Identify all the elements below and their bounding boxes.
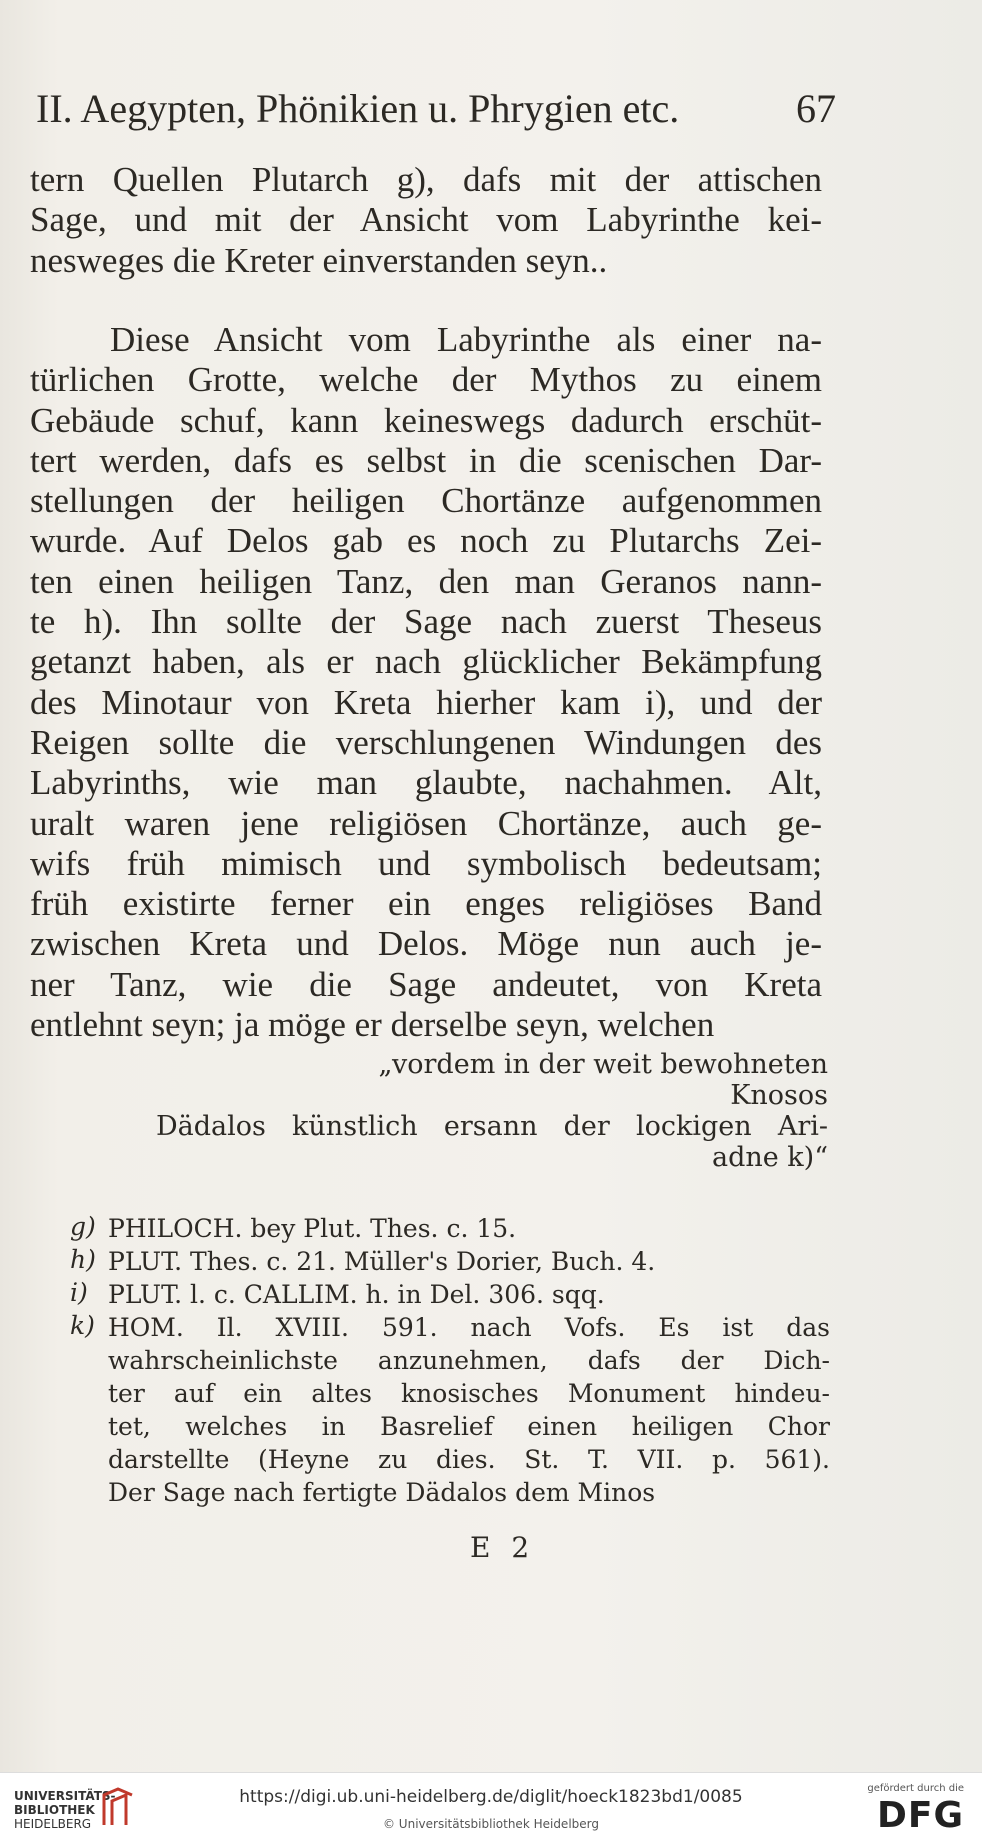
footnote xyxy=(70,1311,830,1509)
footnote xyxy=(70,1245,830,1278)
verse-quotation xyxy=(140,1049,828,1173)
permalink-url[interactable]: https://digi.ub.uni-heidelberg.de/diglit/hoeck1823bd1/0085 xyxy=(239,1787,743,1807)
dfg-logo: DFG xyxy=(876,1795,964,1836)
footnote xyxy=(70,1212,830,1245)
footnote-line: tet, welches in Basrelief einen heiligen Chor xyxy=(108,1412,830,1441)
footnote-marker: g) xyxy=(70,1212,96,1241)
text-line: getanzt haben, als er nach glücklicher Bekämpfung xyxy=(30,642,822,682)
text-line: wurde. Auf Delos gab es noch zu Plutarchs Zei- xyxy=(30,521,822,561)
verse-line: „vordem in der weit bewohneten xyxy=(378,1049,828,1080)
text-line: stellungen der heiligen Chortänze aufgenommen xyxy=(30,481,822,521)
footnote-line: ter auf ein altes knosisches Monument hindeu- xyxy=(108,1379,830,1408)
footnote-line: PLUT. l. c. CALLIM. h. in Del. 306. sqq. xyxy=(108,1280,605,1309)
text-line: wifs früh mimisch und symbolisch bedeutsam; xyxy=(30,843,822,883)
footnotes xyxy=(70,1212,830,1509)
text-line: Labyrinths, wie man glaubte, nachahmen. Alt, xyxy=(30,763,822,803)
footnote-marker: k) xyxy=(70,1311,95,1340)
text-line: ten einen heiligen Tanz, den man Geranos nann- xyxy=(30,561,822,601)
paragraph-continuation xyxy=(30,160,822,281)
text-line: zwischen Kreta und Delos. Möge nun auch je- xyxy=(30,924,822,964)
text-line: türlichen Grotte, welche der Mythos zu einem xyxy=(30,360,822,400)
copyright-notice: © Universitätsbibliothek Heidelberg xyxy=(382,1817,599,1831)
running-header xyxy=(36,84,836,134)
text-line: Diese Ansicht vom Labyrinthe als einer na- xyxy=(110,320,822,359)
verse-line: adne k)“ xyxy=(711,1142,828,1173)
signature-mark: E 2 xyxy=(470,1531,536,1564)
institution-name: UNIVERSITÄTS- BIBLIOTHEK HEIDELBERG xyxy=(14,1789,116,1831)
text-line: Sage, und mit der Ansicht vom Labyrinthe kei- xyxy=(30,200,822,240)
text-line: tert werden, dafs es selbst in die scenischen Dar- xyxy=(30,440,822,480)
running-title: II. Aegypten, Phönikien u. Phrygien etc. xyxy=(36,86,680,131)
footnote-marker: i) xyxy=(70,1278,88,1307)
footer-bar xyxy=(0,1772,982,1842)
footnote-marker: h) xyxy=(70,1245,96,1274)
footnote-line: darstellte (Heyne zu dies. St. T. VII. p. 561). xyxy=(108,1445,830,1474)
footnote-line: PHILOCH. bey Plut. Thes. c. 15. xyxy=(108,1214,517,1243)
funded-by-label: gefördert durch die xyxy=(867,1783,964,1794)
text-line: Reigen sollte die verschlungenen Windungen des xyxy=(30,722,822,762)
text-line: früh existirte ferner ein enges religiöses Band xyxy=(30,884,822,924)
text-line: te h). Ihn sollte der Sage nach zuerst Theseus xyxy=(30,602,822,642)
footnote-line: HOM. Il. XVIII. 591. nach Vofs. Es ist das xyxy=(108,1313,830,1342)
paragraph-labyrinth xyxy=(30,320,822,1045)
text-line: entlehnt seyn; ja möge er derselbe seyn, welchen xyxy=(30,1005,715,1045)
text-line: nesweges die Kreter einverstanden seyn.. xyxy=(30,240,608,280)
footnote-line: PLUT. Thes. c. 21. Müller's Dorier, Buch. 4. xyxy=(108,1247,656,1276)
verse-line: Dädalos künstlich ersann der lockigen Ari- xyxy=(156,1111,828,1142)
footnote-line: Der Sage nach fertigte Dädalos dem Minos xyxy=(108,1478,656,1507)
verse-line: Knosos xyxy=(730,1080,828,1111)
text-line: Gebäude schuf, kann keineswegs dadurch erschüt- xyxy=(30,400,822,440)
footnote-line: wahrscheinlichste anzunehmen, dafs der Dich- xyxy=(108,1346,830,1375)
text-line: tern Quellen Plutarch g), dafs mit der attischen xyxy=(30,160,822,199)
text-line: ner Tanz, wie die Sage andeutet, von Kreta xyxy=(30,964,822,1004)
footnote xyxy=(70,1278,830,1311)
text-line: uralt waren jene religiösen Chortänze, auch ge- xyxy=(30,803,822,843)
page-number: 67 xyxy=(796,86,836,131)
text-line: des Minotaur von Kreta hierher kam i), und der xyxy=(30,682,822,722)
